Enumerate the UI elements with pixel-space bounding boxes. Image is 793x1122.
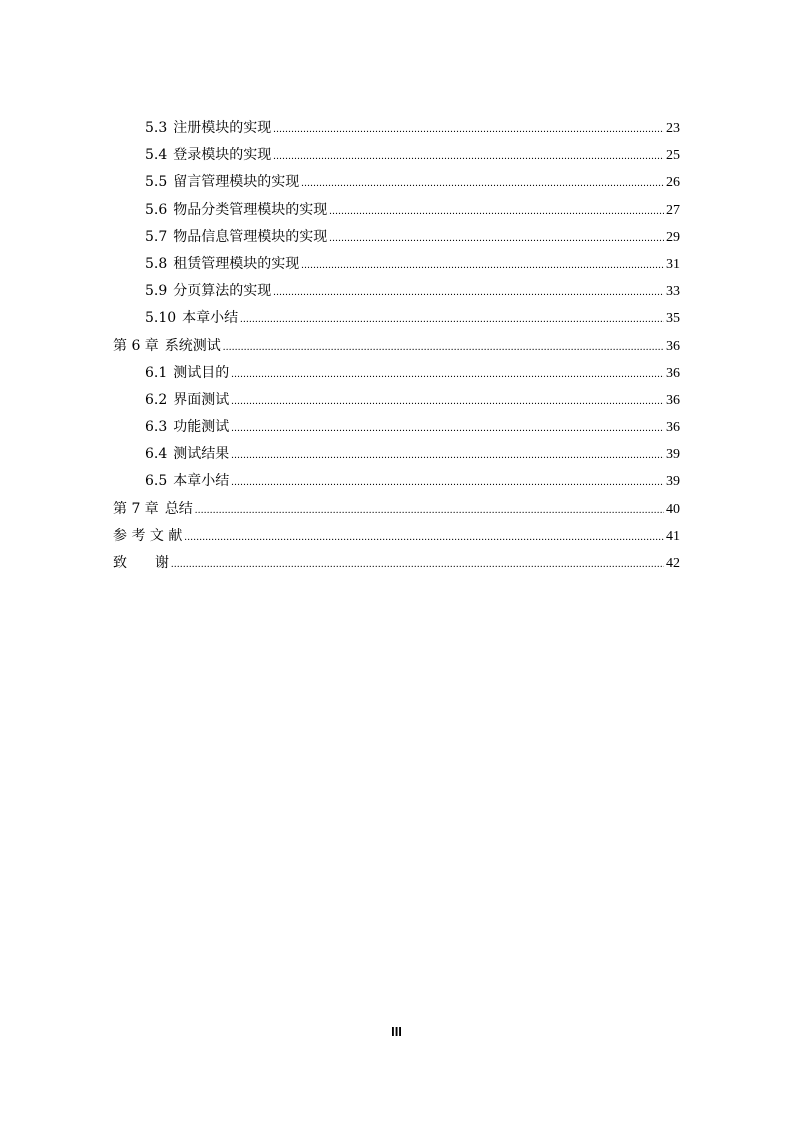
toc-title: 租赁管理模块的实现: [173, 255, 300, 272]
dot-leader: [329, 225, 664, 252]
toc-page-number: 36: [666, 338, 680, 354]
toc-page-number: 27: [666, 202, 680, 218]
toc-page-number: 36: [666, 392, 680, 408]
toc-page-number: 36: [666, 420, 680, 436]
toc-entry-references[interactable]: [113, 523, 680, 550]
toc-number: 5.4: [145, 147, 168, 164]
toc-number: 6.1: [145, 364, 168, 381]
toc-entry-5-5[interactable]: [113, 169, 680, 196]
toc-page-number: 40: [666, 501, 680, 517]
toc-number: 6.3: [145, 419, 168, 436]
toc-page-number: 36: [666, 365, 680, 381]
toc-entry-6-4[interactable]: [113, 441, 680, 468]
toc-title: 功能测试: [173, 419, 230, 436]
toc-title: 留言管理模块的实现: [173, 174, 300, 191]
toc-title: 物品分类管理模块的实现: [173, 201, 328, 218]
toc-entry-5-6[interactable]: [113, 197, 680, 224]
toc-page-number: 39: [666, 447, 680, 463]
toc-number: 5.5: [145, 174, 168, 191]
toc-entry-6-3[interactable]: [113, 414, 680, 441]
toc-entry-6-5[interactable]: [113, 468, 680, 495]
toc-title: 物品信息管理模块的实现: [173, 228, 328, 245]
dot-leader: [301, 252, 664, 279]
toc-entry-5-9[interactable]: [113, 278, 680, 305]
toc-title: 致 谢: [113, 555, 169, 571]
toc-entry-6-2[interactable]: [113, 387, 680, 414]
dot-leader: [273, 143, 664, 170]
toc-title: 总结: [164, 500, 193, 517]
dot-leader: [231, 415, 664, 442]
toc-title: 界面测试: [173, 391, 230, 408]
toc-page-number: 33: [666, 284, 680, 300]
dot-leader: [195, 497, 664, 524]
toc-page-number: 29: [666, 229, 680, 245]
toc-number: 5.10: [145, 310, 177, 327]
page-footer-number: III: [391, 1024, 402, 1039]
toc-number: 第 6 章: [113, 337, 159, 354]
toc-title: 测试目的: [173, 364, 230, 381]
toc-title: 测试结果: [173, 446, 230, 463]
dot-leader: [184, 524, 664, 551]
toc-number: 5.6: [145, 201, 168, 218]
toc-entry-chapter-6[interactable]: [113, 333, 680, 360]
toc-entry-6-1[interactable]: [113, 360, 680, 387]
toc-page-number: 41: [666, 528, 680, 544]
toc-number: 5.8: [145, 255, 168, 272]
toc-page-number: 39: [666, 474, 680, 490]
dot-leader: [223, 334, 664, 361]
toc-number: 第 7 章: [113, 500, 159, 517]
toc-title: 登录模块的实现: [173, 147, 272, 164]
toc-title: 本章小结: [182, 310, 239, 327]
toc-entry-acknowledgements[interactable]: [113, 550, 680, 577]
dot-leader: [231, 469, 664, 496]
dot-leader: [273, 279, 664, 306]
toc-title: 本章小结: [173, 473, 230, 490]
dot-leader: [240, 306, 664, 333]
dot-leader: [231, 388, 664, 415]
toc-entry-5-10[interactable]: [113, 305, 680, 332]
dot-leader: [231, 442, 664, 469]
toc-title: 系统测试: [164, 337, 221, 354]
table-of-contents: [113, 115, 680, 577]
toc-number: 5.7: [145, 228, 168, 245]
toc-title: 注册模块的实现: [173, 120, 272, 136]
dot-leader: [231, 361, 664, 388]
toc-number: 5.9: [145, 283, 168, 300]
dot-leader: [329, 198, 664, 225]
dot-leader: [273, 116, 664, 143]
toc-entry-5-4[interactable]: [113, 142, 680, 169]
toc-page-number: 42: [666, 556, 680, 571]
toc-number: 5.3: [145, 120, 168, 136]
toc-title: 参 考 文 献: [113, 527, 183, 544]
dot-leader: [171, 551, 664, 578]
toc-page-number: 26: [666, 175, 680, 191]
toc-entry-5-7[interactable]: [113, 224, 680, 251]
toc-page-number: 35: [666, 311, 680, 327]
toc-title: 分页算法的实现: [173, 283, 272, 300]
toc-number: 6.5: [145, 473, 168, 490]
toc-number: 6.2: [145, 391, 168, 408]
toc-entry-5-3[interactable]: [113, 115, 680, 142]
dot-leader: [301, 170, 664, 197]
toc-page-number: 23: [666, 121, 680, 136]
toc-page-number: 31: [666, 256, 680, 272]
toc-entry-chapter-7[interactable]: [113, 496, 680, 523]
toc-number: 6.4: [145, 446, 168, 463]
toc-entry-5-8[interactable]: [113, 251, 680, 278]
toc-page-number: 25: [666, 148, 680, 164]
